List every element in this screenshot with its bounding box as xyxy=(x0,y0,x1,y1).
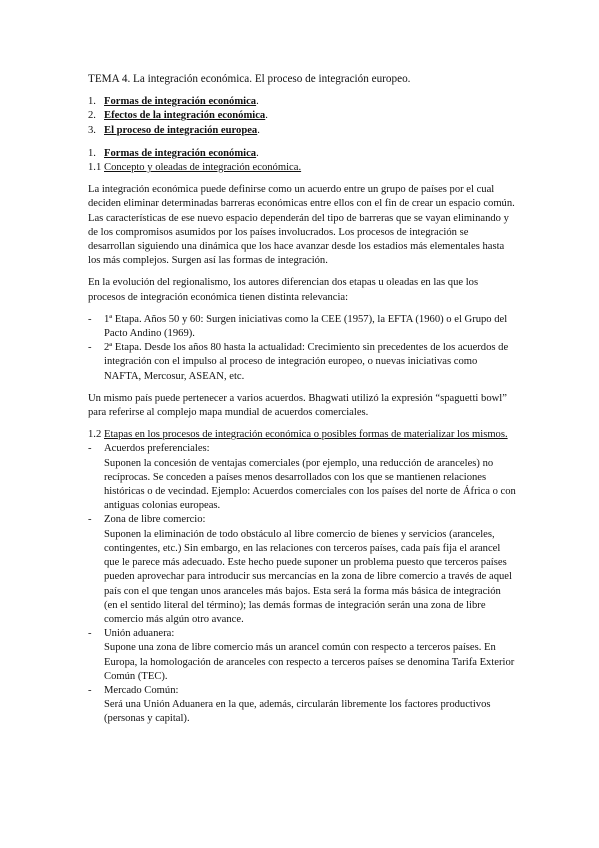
forms-list xyxy=(88,442,516,726)
document-title: TEMA 4. La integración económica. El proceso de integración europeo. xyxy=(88,73,411,85)
table-of-contents xyxy=(88,95,516,138)
stages-list xyxy=(88,313,516,384)
form-name: Zona de libre comercio: xyxy=(104,514,206,526)
list-item: - Mercado Común: Será una Unión Aduanera en la que, además, circularán libremente los factores productivos (personas y capital). xyxy=(88,684,516,727)
list-item: - Unión aduanera: Supone una zona de libre comercio más un arancel común con respecto a terceros países. En Europa, la homologación de aranceles con respecto a terceros países se denomina Tarifa Exterior Común (TEC). xyxy=(88,627,516,684)
toc-item[interactable]: 1. Formas de integración económica. xyxy=(88,96,259,108)
form-description: Suponen la eliminación de todo obstáculo al libre comercio de bienes y servicios (aranceles, contingentes, etc.) Sin embargo, en las relaciones con terceros países, cada país fija el arancel que le parece más adecuado. Este hecho puede suponer un problema puesto que terceros países pueden aprovechar para introducir sus mercancías en la zona de libre comercio a través de aquel país con el que tengan unos aranceles más bajos. Esta será la forma más básica de integración (en el sentido literal del término); las demás formas de integración serán una zona de libre comercio más algún otro avance. xyxy=(104,528,512,625)
section-heading: 1. Formas de integración económica. xyxy=(88,147,259,159)
toc-link[interactable]: Formas de integración económica xyxy=(104,96,257,108)
toc-item[interactable]: 3. El proceso de integración europea. xyxy=(88,124,260,136)
form-description: Suponen la concesión de ventajas comerciales (por ejemplo, una reducción de aranceles) no recíprocas. Se conceden a países menos desarrollados con los que se mantienen relaciones históricas o de vecindad. Ejemplo: Acuerdos comerciales con los países del norte de África o con antiguas colonias europeas. xyxy=(104,457,516,512)
list-item: - Acuerdos preferenciales: Suponen la concesión de ventajas comerciales (por ejemplo, una reducción de aranceles) no recíprocas. Se conceden a países menos desarrollados con los que se mantienen relaciones históricas o de vecindad. Ejemplo: Acuerdos comerciales con los países del norte de África o con antiguas colonias europeas. xyxy=(88,442,516,513)
form-name: Mercado Común: xyxy=(104,684,179,696)
subsection-heading: 1.2 Etapas en los procesos de integración económica o posibles formas de materializar los mismos. xyxy=(88,429,508,441)
form-name: Unión aduanera: xyxy=(104,628,175,640)
list-item: - 2ª Etapa. Desde los años 80 hasta la actualidad: Crecimiento sin precedentes de los acuerdos de integración con el impulso al proceso de integración europeo, o nuevas iniciativas como NAFTA, Mercosur, ASEAN, etc. xyxy=(88,342,509,382)
subsection-heading: 1.1 Concepto y oleadas de integración económica. xyxy=(88,162,302,174)
toc-item[interactable]: 2. Efectos de la integración económica. xyxy=(88,110,268,122)
document-page xyxy=(88,72,516,735)
paragraph: La integración económica puede definirse como un acuerdo entre un grupo de países por el cual deciden eliminar determinadas barreras económicas entre ellos con el fin de crear un espacio común. Las características de ese nuevo espacio dependerán del tipo de barreras que se vayan eliminando y de los compromisos asumidos por los países involucrados. Los procesos de integración se desarrollan siguiendo una dinámica que los hace avanzar desde los estadios más elementales hasta los más complejos. Surgen así las formas de integración. xyxy=(88,184,515,267)
list-item: - Zona de libre comercio: Suponen la eliminación de todo obstáculo al libre comercio de bienes y servicios (aranceles, contingentes, etc.) Sin embargo, en las relaciones con terceros países, cada país fija el arancel que le parece más adecuado. Este hecho puede suponer un problema puesto que terceros países pueden aprovechar para introducir sus mercancías en la zona de libre comercio a través de aquel país con el que tengan unos aranceles más bajos. Esta será la forma más básica de integración (en el sentido literal del término); las demás formas de integración serán una zona de libre comercio más algún otro avance. xyxy=(88,513,516,627)
form-description: Será una Unión Aduanera en la que, además, circularán libremente los factores productivos (personas y capital). xyxy=(104,699,491,725)
paragraph: Un mismo país puede pertenecer a varios acuerdos. Bhagwati utilizó la expresión “spaguetti bowl” para referirse al complejo mapa mundial de acuerdos comerciales. xyxy=(88,392,507,419)
list-item: - 1ª Etapa. Años 50 y 60: Surgen iniciativas como la CEE (1957), la EFTA (1960) o el Grupo del Pacto Andino (1969). xyxy=(88,313,508,340)
toc-link[interactable]: El proceso de integración europea xyxy=(104,124,258,136)
toc-link[interactable]: Efectos de la integración económica xyxy=(104,110,266,122)
form-name: Acuerdos preferenciales: xyxy=(104,443,210,455)
form-description: Supone una zona de libre comercio más un arancel común con respecto a terceros países. En Europa, la homologación de aranceles con respecto a terceros países se denomina Tarifa Exterior Común (TEC). xyxy=(104,642,515,682)
paragraph: En la evolución del regionalismo, los autores diferencian dos etapas u oleadas en las que los procesos de integración económica tienen distinta relevancia: xyxy=(88,277,479,303)
